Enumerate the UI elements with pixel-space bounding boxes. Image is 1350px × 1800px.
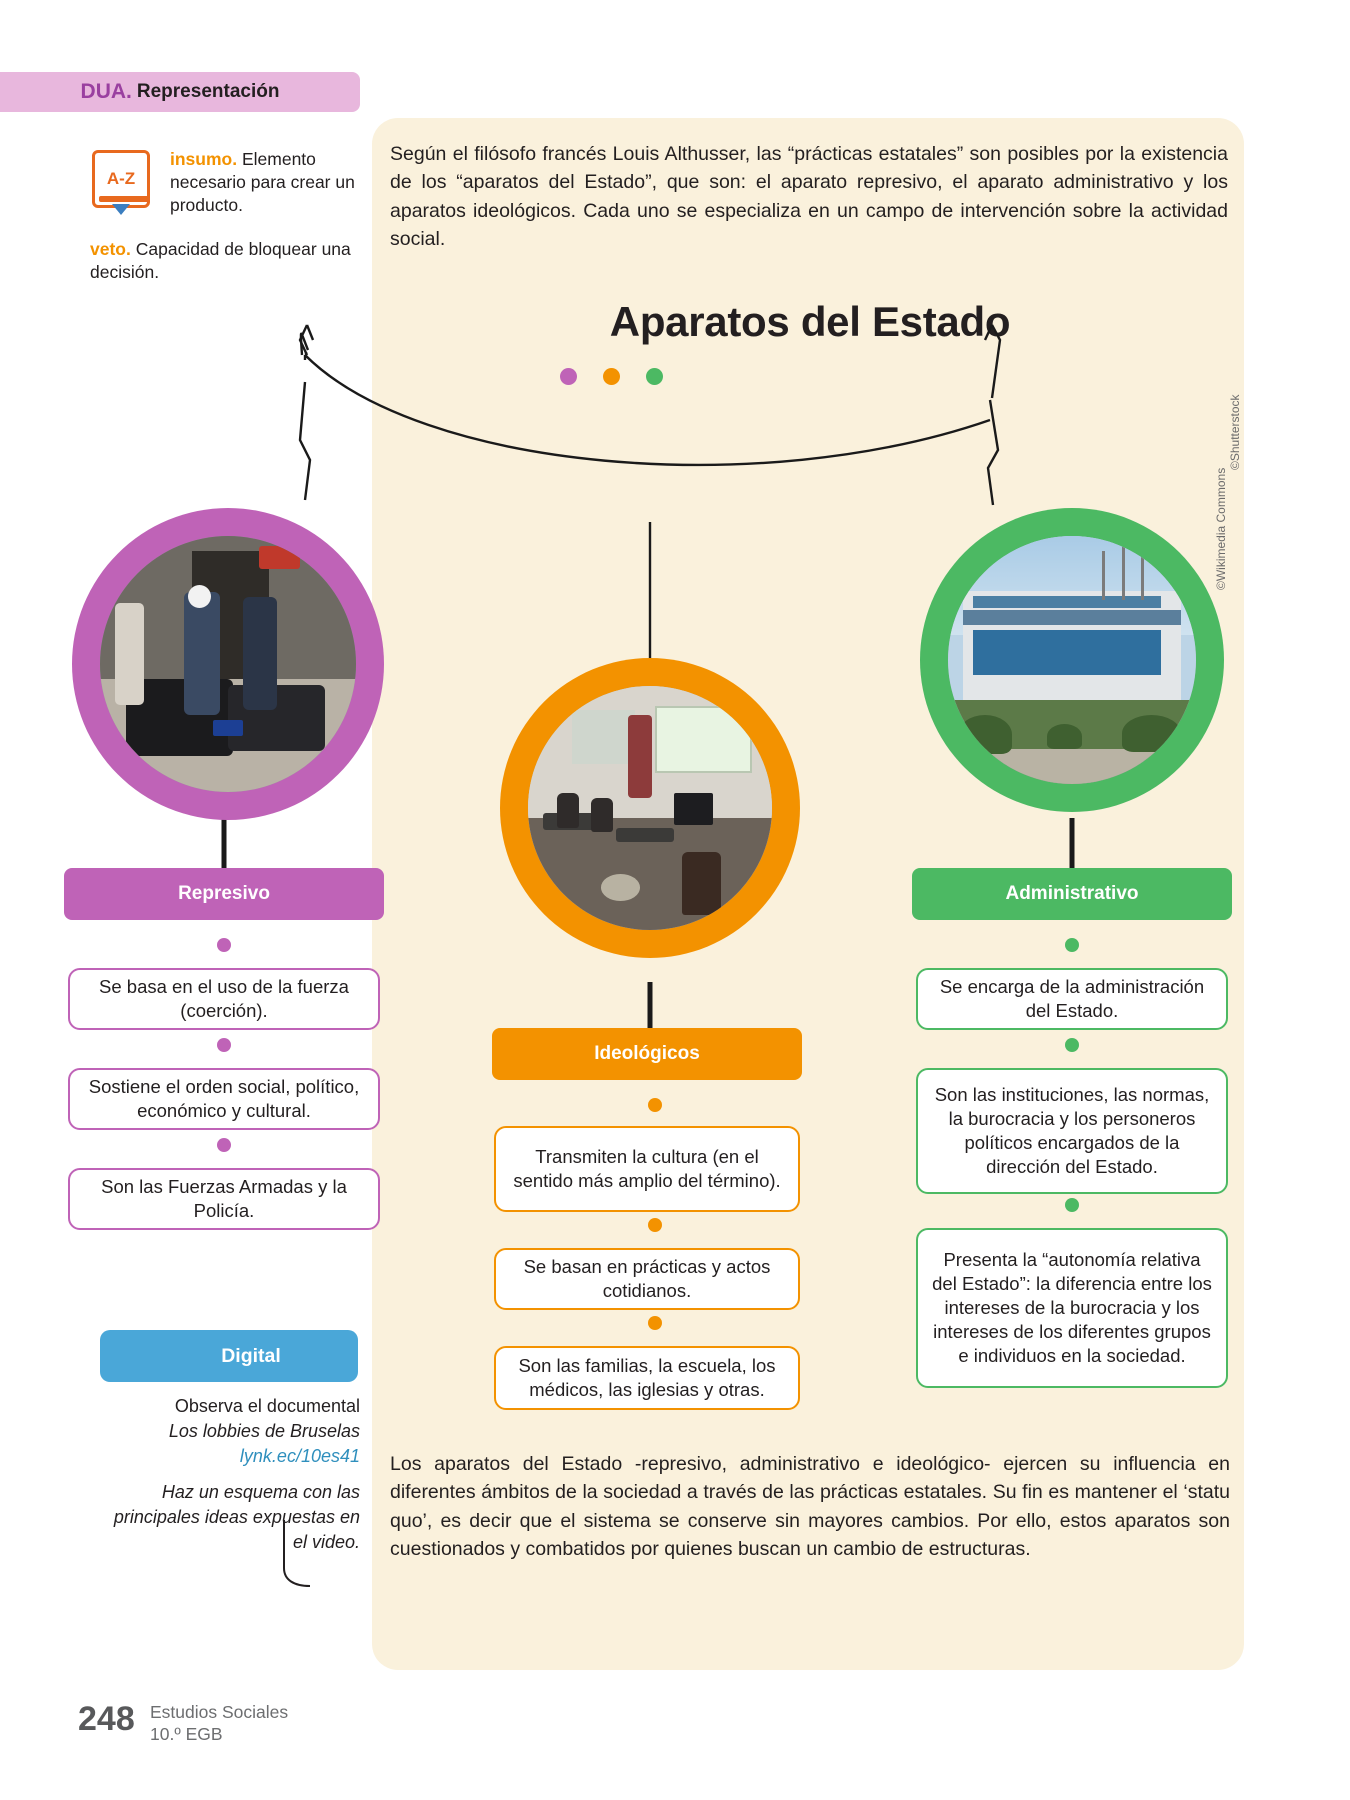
connector-dot-ideological-1: [648, 1098, 662, 1112]
digital-label: Digital: [221, 1344, 281, 1367]
connector-dot-repressive-2: [217, 1038, 231, 1052]
closing-paragraph: Los aparatos del Estado -represivo, administrativo e ideológico- ejercen su influencia en diferentes ámbitos de la sociedad a través de las prácticas estatales. Su fin es mantener el ‘statu quo’, es decir que el sistema se conserve sin mayores cambios. Por ello, estos aparatos son cuestionados y combatidos por quienes buscan un cambio de estructuras.: [390, 1453, 1230, 1560]
ideological-item-2: Se basan en prácticas y actos cotidianos.: [494, 1248, 800, 1310]
connector-dot-administrative-3: [1065, 1198, 1079, 1212]
repressive-item-2: Sostiene el orden social, político, económico y cultural.: [68, 1068, 380, 1130]
repressive-item-3: Son las Fuerzas Armadas y la Policía.: [68, 1168, 380, 1230]
intro-paragraph: Según el filósofo francés Louis Althusser, las “prácticas estatales” son posibles por la existencia de los “aparatos del Estado”, que son: el aparato represivo, el aparato administrativo y los aparatos ideológicos. Cada uno se especializa en un campo de intervención sobre la actividad social.: [390, 143, 1228, 250]
footer-subject: [150, 1702, 288, 1746]
connector-dot-ideological-2: [648, 1218, 662, 1232]
ideological-item-1: Transmiten la cultura (en el sentido más amplio del término).: [494, 1126, 800, 1212]
connector-dot-ideological-3: [648, 1316, 662, 1330]
administrative-item-1: Se encarga de la administración del Estado.: [916, 968, 1228, 1030]
page-number: 248: [78, 1700, 135, 1738]
government-building-photo: [948, 536, 1196, 784]
glossary-definition-insumo: Elemento necesario para crear un producto.: [170, 149, 355, 216]
classroom-lecture-photo: [528, 686, 772, 930]
dua-label-rest: Representación: [136, 81, 280, 102]
police-motorcycles-photo: [100, 536, 356, 792]
footer-subject-line2: 10.º EGB: [150, 1723, 223, 1744]
credit-wikimedia: ©Wikimedia Commons: [1214, 467, 1228, 590]
digital-link[interactable]: lynk.ec/10es41: [239, 1446, 360, 1467]
digital-line-1: Observa el documental: [174, 1396, 360, 1416]
repressive-item-1: Se basa en el uso de la fuerza (coerción).: [68, 968, 380, 1030]
glossary-definition-veto: Capacidad de bloquear una decisión.: [90, 239, 351, 283]
digital-tab: [100, 1330, 358, 1382]
digital-line-3: Haz un esquema con las principales ideas expuestas en el video.: [113, 1481, 360, 1552]
branch-header-repressive: Represivo: [64, 868, 384, 920]
connector-dot-administrative-2: [1065, 1038, 1079, 1052]
connector-dot-repressive-3: [217, 1138, 231, 1152]
branch-header-administrative: Administrativo: [912, 868, 1232, 920]
administrative-item-2: Son las instituciones, las normas, la burocracia y los personeros políticos encargados de la dirección del Estado.: [916, 1068, 1228, 1194]
glossary-term-insumo: insumo.: [170, 149, 238, 169]
dua-label-strong: DUA.: [80, 80, 132, 103]
footer-subject-line1: Estudios Sociales: [150, 1702, 289, 1722]
credit-shutterstock: ©Shutterstock: [1228, 394, 1242, 470]
glossary-term-veto: veto.: [90, 239, 131, 259]
administrative-item-3: Presenta la “autonomía relativa del Estado”: la diferencia entre los intereses de la burocracia y los intereses de los diferentes grupos e individuos en la sociedad.: [916, 1228, 1228, 1388]
digital-line-2: Los lobbies de Bruselas: [168, 1421, 360, 1442]
branch-header-ideological: Ideológicos: [492, 1028, 802, 1080]
connector-dot-administrative-1: [1065, 938, 1079, 952]
connector-dot-repressive-1: [217, 938, 231, 952]
page-title: Aparatos del Estado: [609, 298, 1011, 345]
digital-callout-tail: [280, 1520, 340, 1600]
ideological-item-3: Son las familias, la escuela, los médicos, las iglesias y otras.: [494, 1346, 800, 1410]
dictionary-icon: A-Z: [92, 150, 150, 208]
